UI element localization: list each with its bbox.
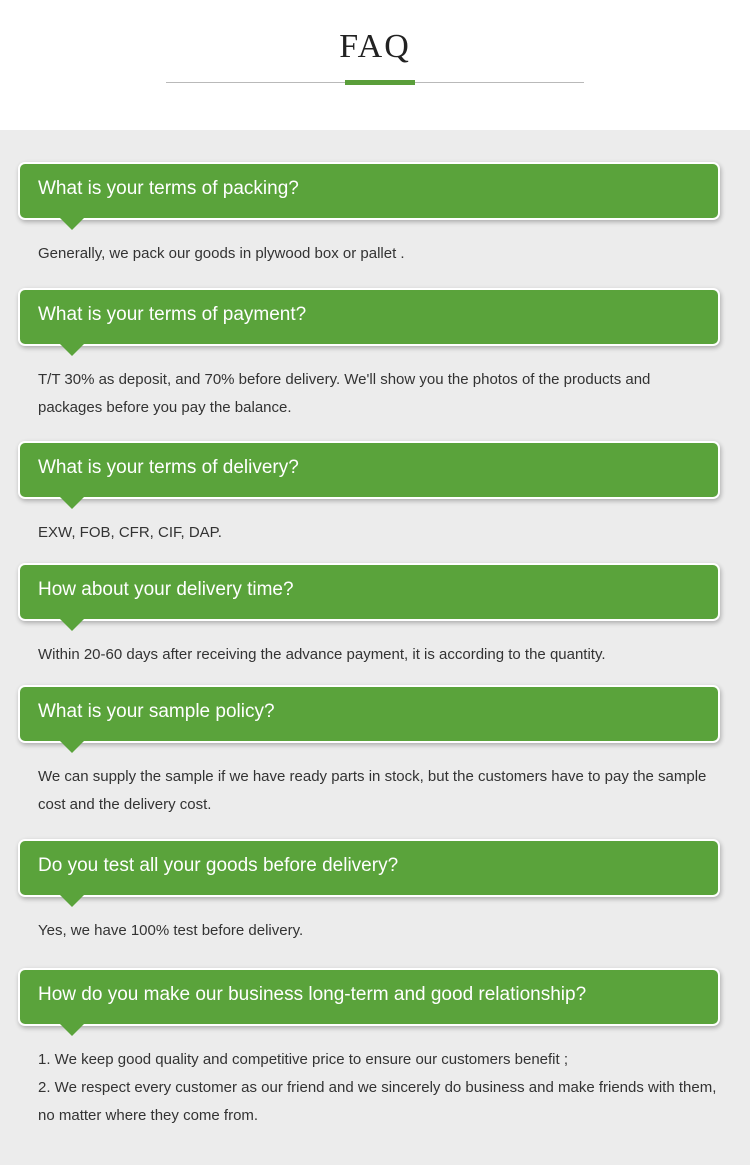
- answer-line: Generally, we pack our goods in plywood box or pallet .: [38, 245, 405, 262]
- faq-question: What is your sample policy?: [20, 687, 718, 741]
- answer-line: 1. We keep good quality and competitive price to ensure our customers benefit ;: [38, 1051, 569, 1068]
- answer-line: T/T 30% as deposit, and 70% before delivery. We'll show you the photos of the products and packages before you pay the balance.: [38, 371, 651, 416]
- faq-question: How do you make our business long-term and good relationship?: [20, 970, 718, 1024]
- faq-answer: [38, 240, 728, 268]
- page-title: FAQ: [339, 28, 411, 65]
- faq-answer: [38, 641, 728, 669]
- faq-answer: [38, 917, 728, 945]
- faq-question: What is your terms of packing?: [20, 164, 718, 218]
- faq-header: [0, 0, 750, 130]
- answer-line: 2. We respect every customer as our friend and we sincerely do business and make friends with them, no matter where they come from.: [38, 1079, 717, 1124]
- speech-pointer: [60, 619, 84, 631]
- answer-line: EXW, FOB, CFR, CIF, DAP.: [38, 524, 222, 541]
- answer-line: Yes, we have 100% test before delivery.: [38, 922, 304, 939]
- speech-pointer: [60, 1024, 84, 1036]
- faq-question: Do you test all your goods before delivery?: [20, 841, 718, 895]
- faq-list: [0, 130, 750, 1165]
- faq-question: What is your terms of payment?: [20, 290, 718, 344]
- faq-answer: [38, 366, 708, 422]
- speech-pointer: [60, 344, 84, 356]
- speech-pointer: [60, 895, 84, 907]
- speech-pointer: [60, 497, 84, 509]
- speech-pointer: [60, 218, 84, 230]
- faq-answer: [38, 519, 728, 547]
- title-accent-bar: [345, 80, 415, 85]
- faq-question: How about your delivery time?: [20, 565, 718, 619]
- answer-line: We can supply the sample if we have ready parts in stock, but the customers have to pay the sample cost and the delivery cost.: [38, 768, 707, 813]
- faq-answer: [38, 763, 708, 819]
- faq-answer: [38, 1046, 728, 1130]
- answer-line: Within 20-60 days after receiving the advance payment, it is according to the quantity.: [38, 646, 606, 663]
- speech-pointer: [60, 741, 84, 753]
- faq-question: What is your terms of delivery?: [20, 443, 718, 497]
